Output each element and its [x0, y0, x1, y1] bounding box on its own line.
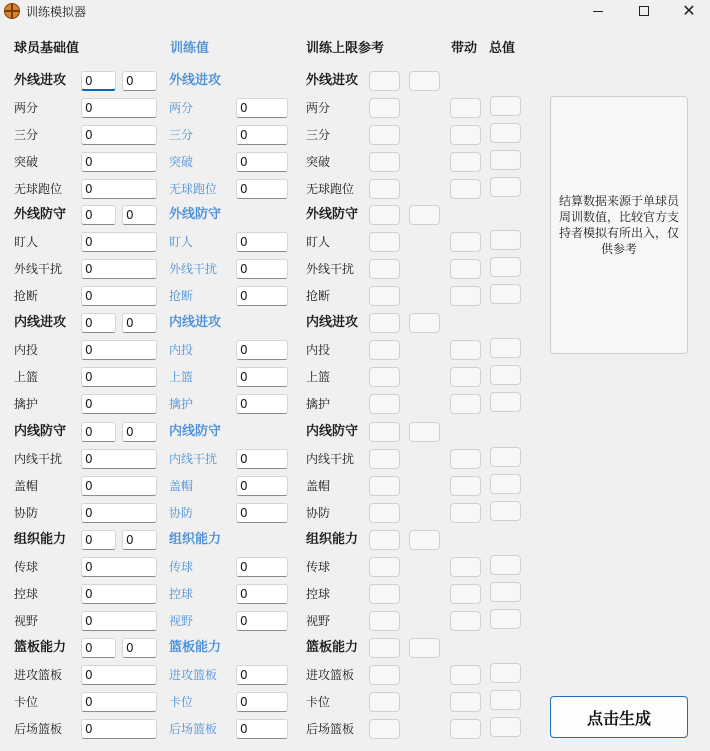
stat-train-label: 三分: [169, 128, 194, 142]
stat-label: 抢断: [14, 289, 39, 303]
stat-base-input[interactable]: 0: [81, 259, 157, 279]
stat-boost-box: [450, 232, 481, 252]
group-cap-label: 内线进攻: [306, 315, 359, 330]
stat-total-box: [490, 123, 521, 143]
stat-cap-box: [369, 259, 400, 279]
group-cap-label: 组织能力: [306, 532, 359, 547]
group-train-label: 外线进攻: [169, 73, 222, 88]
stat-total-box: [490, 663, 521, 683]
stat-base-input[interactable]: 0: [81, 449, 157, 469]
header-boost: 带动: [451, 41, 478, 56]
group-base-b-input[interactable]: 0: [122, 422, 157, 442]
stat-cap-label: 盖帽: [306, 479, 331, 493]
stat-boost-box: [450, 340, 481, 360]
stat-train-input[interactable]: 0: [236, 152, 288, 172]
title-bar: [0, 0, 710, 22]
stat-label: 视野: [14, 614, 39, 628]
stat-base-input[interactable]: 0: [81, 98, 157, 118]
minimize-button[interactable]: [575, 0, 621, 22]
group-cap-label: 外线防守: [306, 207, 359, 222]
stat-boost-box: [450, 367, 481, 387]
stat-train-input[interactable]: 0: [236, 286, 288, 306]
stat-cap-label: 后场篮板: [306, 722, 355, 736]
group-train-label: 组织能力: [169, 532, 222, 547]
stat-cap-label: 内线干扰: [306, 452, 355, 466]
stat-train-label: 盖帽: [169, 479, 194, 493]
group-cap-b-box: [409, 313, 440, 333]
stat-boost-box: [450, 179, 481, 199]
stat-train-label: 两分: [169, 101, 194, 115]
stat-boost-box: [450, 259, 481, 279]
stat-train-label: 传球: [169, 560, 194, 574]
stat-train-input[interactable]: 0: [236, 367, 288, 387]
group-base-b-input[interactable]: 0: [122, 205, 157, 225]
stat-cap-box: [369, 340, 400, 360]
group-train-label: 篮板能力: [169, 640, 222, 655]
header-base: 球员基础值: [14, 41, 80, 56]
stat-train-label: 上篮: [169, 370, 194, 384]
stat-train-input[interactable]: 0: [236, 125, 288, 145]
group-cap-label: 外线进攻: [306, 73, 359, 88]
group-label: 外线进攻: [14, 73, 67, 88]
stat-label: 控球: [14, 587, 39, 601]
group-cap-b-box: [409, 638, 440, 658]
stat-label: 三分: [14, 128, 39, 142]
header-total: 总值: [489, 41, 516, 56]
group-cap-a-box: [369, 71, 400, 91]
group-base-b-input[interactable]: 0: [122, 638, 157, 658]
stat-label: 无球跑位: [14, 182, 63, 196]
stat-total-box: [490, 690, 521, 710]
stat-cap-box: [369, 584, 400, 604]
stat-train-label: 协防: [169, 506, 194, 520]
stat-total-box: [490, 501, 521, 521]
stat-boost-box: [450, 692, 481, 712]
group-cap-b-box: [409, 530, 440, 550]
stat-cap-box: [369, 719, 400, 739]
stat-train-input[interactable]: 0: [236, 98, 288, 118]
stat-train-input[interactable]: 0: [236, 394, 288, 414]
stat-total-box: [490, 447, 521, 467]
stat-cap-label: 传球: [306, 560, 331, 574]
stat-cap-label: 无球跑位: [306, 182, 355, 196]
window-title: 训练模拟器: [26, 5, 87, 19]
stat-cap-label: 抢断: [306, 289, 331, 303]
stat-train-label: 内投: [169, 343, 194, 357]
stat-base-input[interactable]: 0: [81, 232, 157, 252]
header-cap: 训练上限参考: [306, 41, 385, 56]
stat-cap-label: 上篮: [306, 370, 331, 384]
stat-cap-label: 卡位: [306, 695, 331, 709]
stat-total-box: [490, 284, 521, 304]
stat-base-input[interactable]: 0: [81, 367, 157, 387]
group-base-a-input[interactable]: 0: [81, 71, 116, 91]
stat-boost-box: [450, 557, 481, 577]
stat-cap-label: 突破: [306, 155, 331, 169]
stat-cap-label: 视野: [306, 614, 331, 628]
stat-total-box: [490, 717, 521, 737]
stat-boost-box: [450, 503, 481, 523]
stat-label: 外线干扰: [14, 262, 63, 276]
stat-train-label: 无球跑位: [169, 182, 218, 196]
stat-cap-box: [369, 692, 400, 712]
stat-label: 传球: [14, 560, 39, 574]
group-base-a-input[interactable]: 0: [81, 530, 116, 550]
group-base-a-input[interactable]: 0: [81, 313, 116, 333]
stat-boost-box: [450, 125, 481, 145]
stat-base-input[interactable]: 0: [81, 476, 157, 496]
stat-train-label: 控球: [169, 587, 194, 601]
stat-train-input[interactable]: 0: [236, 719, 288, 739]
stat-total-box: [490, 392, 521, 412]
stat-label: 内线干扰: [14, 452, 63, 466]
stat-cap-box: [369, 557, 400, 577]
stat-cap-label: 两分: [306, 101, 331, 115]
stat-cap-box: [369, 179, 400, 199]
stat-train-input[interactable]: 0: [236, 259, 288, 279]
stat-boost-box: [450, 394, 481, 414]
group-label: 内线进攻: [14, 315, 67, 330]
stat-train-label: 擒护: [169, 397, 194, 411]
stat-train-label: 卡位: [169, 695, 194, 709]
group-cap-a-box: [369, 313, 400, 333]
group-base-b-input[interactable]: 0: [122, 530, 157, 550]
stat-boost-box: [450, 611, 481, 631]
stat-train-input[interactable]: 0: [236, 665, 288, 685]
stat-label: 盖帽: [14, 479, 39, 493]
stat-cap-box: [369, 232, 400, 252]
close-icon: ✕: [682, 1, 696, 20]
stat-train-input[interactable]: 0: [236, 232, 288, 252]
stat-train-label: 进攻篮板: [169, 668, 218, 682]
stat-train-label: 外线干扰: [169, 262, 218, 276]
stat-total-box: [490, 96, 521, 116]
stat-train-input[interactable]: 0: [236, 611, 288, 631]
stat-train-input[interactable]: 0: [236, 557, 288, 577]
stat-boost-box: [450, 286, 481, 306]
stat-cap-box: [369, 367, 400, 387]
stat-cap-label: 三分: [306, 128, 331, 142]
stat-boost-box: [450, 665, 481, 685]
stat-base-input[interactable]: 0: [81, 557, 157, 577]
stat-label: 协防: [14, 506, 39, 520]
stat-train-input[interactable]: 0: [236, 449, 288, 469]
group-cap-b-box: [409, 205, 440, 225]
stat-train-label: 抢断: [169, 289, 194, 303]
group-cap-b-box: [409, 422, 440, 442]
group-base-a-input[interactable]: 0: [81, 205, 116, 225]
stat-total-box: [490, 150, 521, 170]
stat-base-input[interactable]: 0: [81, 152, 157, 172]
stat-label: 上篮: [14, 370, 39, 384]
generate-button[interactable]: 点击生成: [550, 696, 688, 738]
group-train-label: 内线防守: [169, 424, 222, 439]
stat-base-input[interactable]: 0: [81, 692, 157, 712]
stat-train-input[interactable]: 0: [236, 340, 288, 360]
stat-cap-label: 进攻篮板: [306, 668, 355, 682]
stat-base-input[interactable]: 0: [81, 503, 157, 523]
stat-cap-label: 擒护: [306, 397, 331, 411]
stat-base-input[interactable]: 0: [81, 179, 157, 199]
stat-train-input[interactable]: 0: [236, 476, 288, 496]
stat-train-input[interactable]: 0: [236, 584, 288, 604]
stat-boost-box: [450, 719, 481, 739]
stat-train-input[interactable]: 0: [236, 503, 288, 523]
stat-cap-label: 外线干扰: [306, 262, 355, 276]
group-base-a-input[interactable]: 0: [81, 422, 116, 442]
group-base-b-input[interactable]: 0: [122, 71, 157, 91]
stat-cap-box: [369, 125, 400, 145]
stat-label: 两分: [14, 101, 39, 115]
stat-train-label: 视野: [169, 614, 194, 628]
stat-base-input[interactable]: 0: [81, 125, 157, 145]
stat-base-input[interactable]: 0: [81, 611, 157, 631]
group-label: 内线防守: [14, 424, 67, 439]
group-cap-label: 内线防守: [306, 424, 359, 439]
stat-total-box: [490, 555, 521, 575]
stat-boost-box: [450, 98, 481, 118]
stat-boost-box: [450, 584, 481, 604]
stat-boost-box: [450, 449, 481, 469]
stat-boost-box: [450, 476, 481, 496]
group-cap-a-box: [369, 638, 400, 658]
stat-cap-label: 盯人: [306, 235, 331, 249]
stat-train-label: 突破: [169, 155, 194, 169]
stat-total-box: [490, 230, 521, 250]
stat-base-input[interactable]: 0: [81, 340, 157, 360]
stat-total-box: [490, 582, 521, 602]
maximize-icon: [639, 6, 649, 16]
stat-label: 擒护: [14, 397, 39, 411]
stat-label: 卡位: [14, 695, 39, 709]
stat-total-box: [490, 177, 521, 197]
stat-cap-label: 控球: [306, 587, 331, 601]
stat-total-box: [490, 338, 521, 358]
stat-cap-box: [369, 394, 400, 414]
stat-train-label: 盯人: [169, 235, 194, 249]
note-text: 结算数据来源于单球员周训数值，比较官方支持者模拟有所出入，仅供参考: [558, 194, 679, 256]
stat-total-box: [490, 609, 521, 629]
group-label: 外线防守: [14, 207, 67, 222]
group-cap-a-box: [369, 205, 400, 225]
close-button[interactable]: [666, 0, 710, 22]
group-cap-a-box: [369, 530, 400, 550]
stat-cap-label: 内投: [306, 343, 331, 357]
minimize-icon: [593, 11, 603, 12]
stat-boost-box: [450, 152, 481, 172]
note-panel: [550, 96, 688, 354]
stat-train-label: 后场篮板: [169, 722, 218, 736]
stat-cap-box: [369, 503, 400, 523]
stat-total-box: [490, 474, 521, 494]
stat-cap-label: 协防: [306, 506, 331, 520]
stat-base-input[interactable]: 0: [81, 584, 157, 604]
maximize-button[interactable]: [621, 0, 667, 22]
group-label: 篮板能力: [14, 640, 67, 655]
group-cap-label: 篮板能力: [306, 640, 359, 655]
stat-label: 突破: [14, 155, 39, 169]
stat-train-input[interactable]: 0: [236, 692, 288, 712]
stat-label: 后场篮板: [14, 722, 63, 736]
stat-base-input[interactable]: 0: [81, 665, 157, 685]
stat-cap-box: [369, 98, 400, 118]
group-cap-a-box: [369, 422, 400, 442]
stat-total-box: [490, 257, 521, 277]
stat-label: 进攻篮板: [14, 668, 63, 682]
group-label: 组织能力: [14, 532, 67, 547]
stat-cap-box: [369, 286, 400, 306]
stat-base-input[interactable]: 0: [81, 286, 157, 306]
stat-label: 盯人: [14, 235, 39, 249]
header-train: 训练值: [170, 41, 210, 56]
stat-train-label: 内线干扰: [169, 452, 218, 466]
stat-total-box: [490, 365, 521, 385]
stat-cap-box: [369, 152, 400, 172]
group-cap-b-box: [409, 71, 440, 91]
stat-cap-box: [369, 449, 400, 469]
stat-cap-box: [369, 665, 400, 685]
group-train-label: 外线防守: [169, 207, 222, 222]
stat-label: 内投: [14, 343, 39, 357]
stat-base-input[interactable]: 0: [81, 719, 157, 739]
basketball-icon: [4, 3, 20, 19]
stat-train-input[interactable]: 0: [236, 179, 288, 199]
group-base-a-input[interactable]: 0: [81, 638, 116, 658]
group-train-label: 内线进攻: [169, 315, 222, 330]
group-base-b-input[interactable]: 0: [122, 313, 157, 333]
stat-base-input[interactable]: 0: [81, 394, 157, 414]
stat-cap-box: [369, 476, 400, 496]
stat-cap-box: [369, 611, 400, 631]
